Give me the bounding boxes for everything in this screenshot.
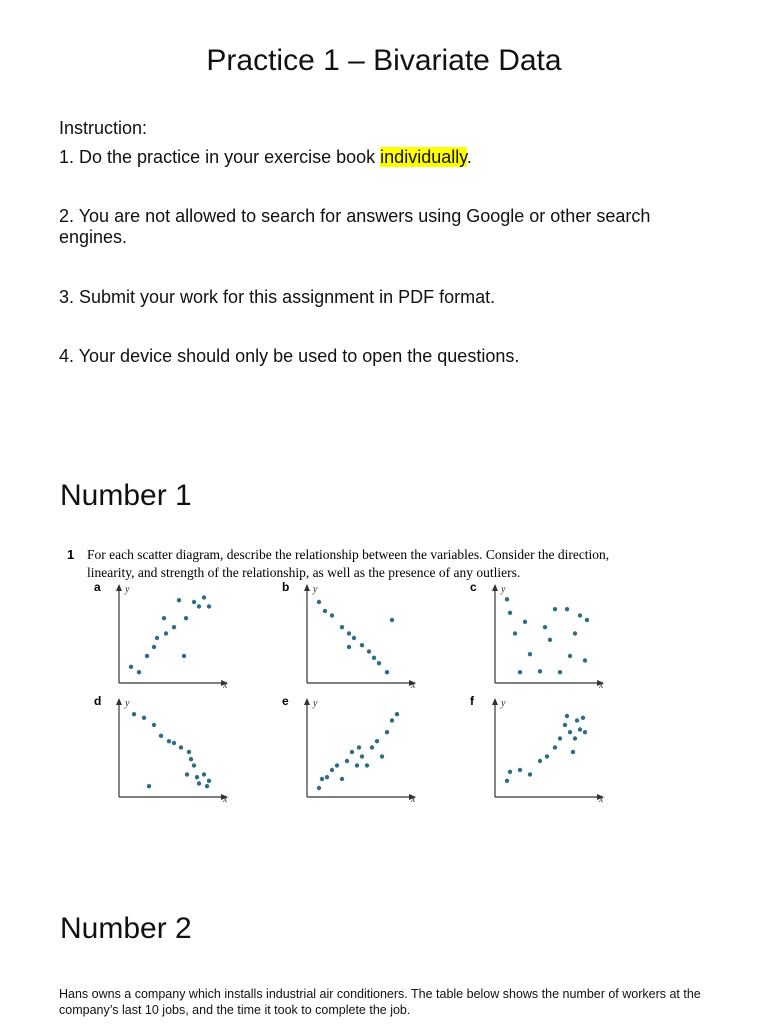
scatter-point: [390, 618, 394, 622]
scatter-point: [182, 654, 186, 658]
number-1-heading: Number 1: [60, 479, 192, 512]
scatter-point: [583, 658, 587, 662]
number-2-paragraph: Hans owns a company which installs industrial air conditioners. The table below shows the number of workers at the company’s last 10 jobs, and the time it took to complete the job.: [59, 987, 701, 1017]
y-axis-arrow: [492, 698, 498, 705]
question-line-2: linearity, and strength of the relationship, as well as the presence of any outliers.: [87, 565, 521, 580]
y-axis-label: y: [125, 584, 130, 595]
y-axis-label: y: [313, 584, 318, 595]
scatter-point: [553, 745, 557, 749]
scatter-point: [548, 638, 552, 642]
scatter-point: [177, 598, 181, 602]
scatter-point: [202, 772, 206, 776]
scatter-point: [159, 734, 163, 738]
x-axis-label: x: [223, 794, 228, 805]
x-axis-label: x: [599, 680, 604, 691]
scatter-point: [179, 745, 183, 749]
scatter-plot-a: [94, 580, 228, 691]
scatter-point: [377, 661, 381, 665]
scatter-point: [558, 670, 562, 674]
scatter-point: [578, 727, 582, 731]
scatter-point: [563, 723, 567, 727]
scatter-point: [167, 739, 171, 743]
scatter-point: [162, 616, 166, 620]
scatter-point: [543, 625, 547, 629]
scatter-point: [323, 609, 327, 613]
scatter-figure-svg: [57, 540, 650, 815]
scatter-point: [155, 636, 159, 640]
plot-label-a: a: [94, 580, 101, 594]
scatter-point: [197, 781, 201, 785]
scatter-plot-b: [282, 580, 416, 691]
scatter-point: [184, 616, 188, 620]
scatter-point: [132, 712, 136, 716]
scatter-point: [545, 754, 549, 758]
instruction-item-4: 4. Your device should only be used to open the questions.: [59, 346, 520, 366]
scatter-point: [350, 750, 354, 754]
scatter-point: [164, 631, 168, 635]
scatter-point: [523, 620, 527, 624]
plot-label-c: c: [470, 580, 477, 594]
y-axis-arrow: [116, 584, 122, 591]
y-axis-arrow: [304, 698, 310, 705]
scatter-point: [575, 718, 579, 722]
scatter-point: [185, 772, 189, 776]
y-axis-label: y: [313, 698, 318, 709]
scatter-point: [172, 741, 176, 745]
scatter-plot-d: [94, 694, 228, 805]
x-axis-label: x: [411, 680, 416, 691]
x-axis-label: x: [411, 794, 416, 805]
scatter-point: [505, 779, 509, 783]
scatter-point: [385, 670, 389, 674]
scatter-point: [573, 736, 577, 740]
scatter-point: [583, 730, 587, 734]
instruction-item-2: 2. You are not allowed to search for answers using Google or other search engines.: [59, 206, 651, 247]
scatter-point: [538, 759, 542, 763]
scatter-point: [518, 670, 522, 674]
question-line-1: For each scatter diagram, describe the relationship between the variables. Consider the direction,: [87, 547, 610, 562]
scatter-point: [207, 779, 211, 783]
scatter-point: [528, 652, 532, 656]
scatter-point: [360, 754, 364, 758]
scatter-point: [573, 631, 577, 635]
page-title: Practice 1 – Bivariate Data: [206, 44, 562, 77]
scatter-point: [187, 750, 191, 754]
y-axis-arrow: [116, 698, 122, 705]
plot-label-f: f: [470, 694, 474, 708]
y-axis-label: y: [125, 698, 130, 709]
scatter-point: [581, 716, 585, 720]
plot-label-b: b: [282, 580, 290, 594]
scatter-point: [565, 714, 569, 718]
scatter-point: [202, 595, 206, 599]
scatter-plot-e: [282, 694, 416, 805]
scatter-point: [538, 669, 542, 673]
scatter-point: [553, 607, 557, 611]
scatter-point: [320, 777, 324, 781]
scatter-point: [528, 772, 532, 776]
scatter-point: [505, 597, 509, 601]
scatter-point: [508, 770, 512, 774]
y-axis-arrow: [492, 584, 498, 591]
scatter-point: [142, 716, 146, 720]
scatter-point: [568, 730, 572, 734]
scatter-point: [335, 763, 339, 767]
scatter-point: [195, 775, 199, 779]
scatter-point: [129, 665, 133, 669]
scatter-point: [192, 600, 196, 604]
scatter-point: [565, 607, 569, 611]
scatter-plot-c: [470, 580, 604, 691]
scatter-point: [352, 636, 356, 640]
scatter-figure: [57, 540, 650, 815]
scatter-point: [325, 775, 329, 779]
scatter-point: [317, 600, 321, 604]
scatter-point: [340, 625, 344, 629]
scatter-point: [355, 763, 359, 767]
scatter-point: [513, 631, 517, 635]
scatter-point: [192, 763, 196, 767]
x-axis-label: x: [223, 680, 228, 691]
scatter-point: [345, 759, 349, 763]
scatter-point: [152, 645, 156, 649]
x-axis-label: x: [599, 794, 604, 805]
scatter-point: [578, 613, 582, 617]
scatter-point: [347, 645, 351, 649]
scatter-point: [145, 654, 149, 658]
scatter-point: [370, 745, 374, 749]
instruction-item-3: 3. Submit your work for this assignment in PDF format.: [59, 287, 496, 307]
instruction-item-1-end: .: [466, 147, 472, 167]
scatter-point: [380, 754, 384, 758]
instruction-heading: Instruction:: [59, 118, 148, 138]
instruction-item-1-text: 1. Do the practice in your exercise book: [59, 147, 381, 167]
highlighted-word: individually: [380, 147, 467, 167]
scatter-point: [508, 611, 512, 615]
scatter-point: [330, 768, 334, 772]
scatter-point: [189, 757, 193, 761]
scatter-point: [172, 625, 176, 629]
scatter-point: [365, 763, 369, 767]
question-number: 1: [67, 547, 75, 562]
scatter-point: [197, 604, 201, 608]
scatter-point: [357, 745, 361, 749]
plot-label-e: e: [282, 694, 289, 708]
y-axis-label: y: [501, 584, 506, 595]
instruction-item-1: [59, 146, 472, 168]
scatter-point: [205, 784, 209, 788]
scatter-point: [390, 718, 394, 722]
scatter-point: [207, 604, 211, 608]
scatter-point: [152, 723, 156, 727]
scatter-point: [340, 777, 344, 781]
number-2-heading: Number 2: [60, 912, 192, 945]
scatter-point: [317, 786, 321, 790]
scatter-point: [367, 649, 371, 653]
scatter-plot-f: [470, 694, 604, 805]
scatter-point: [347, 631, 351, 635]
scatter-point: [571, 750, 575, 754]
scatter-point: [585, 618, 589, 622]
scatter-point: [568, 654, 572, 658]
y-axis-label: y: [501, 698, 506, 709]
scatter-point: [518, 768, 522, 772]
scatter-point: [137, 670, 141, 674]
scatter-point: [375, 739, 379, 743]
scatter-point: [330, 613, 334, 617]
scatter-point: [395, 712, 399, 716]
scatter-point: [360, 643, 364, 647]
y-axis-arrow: [304, 584, 310, 591]
scatter-point: [558, 736, 562, 740]
scatter-point: [147, 784, 151, 788]
plot-label-d: d: [94, 694, 102, 708]
scatter-point: [372, 656, 376, 660]
scatter-point: [385, 730, 389, 734]
